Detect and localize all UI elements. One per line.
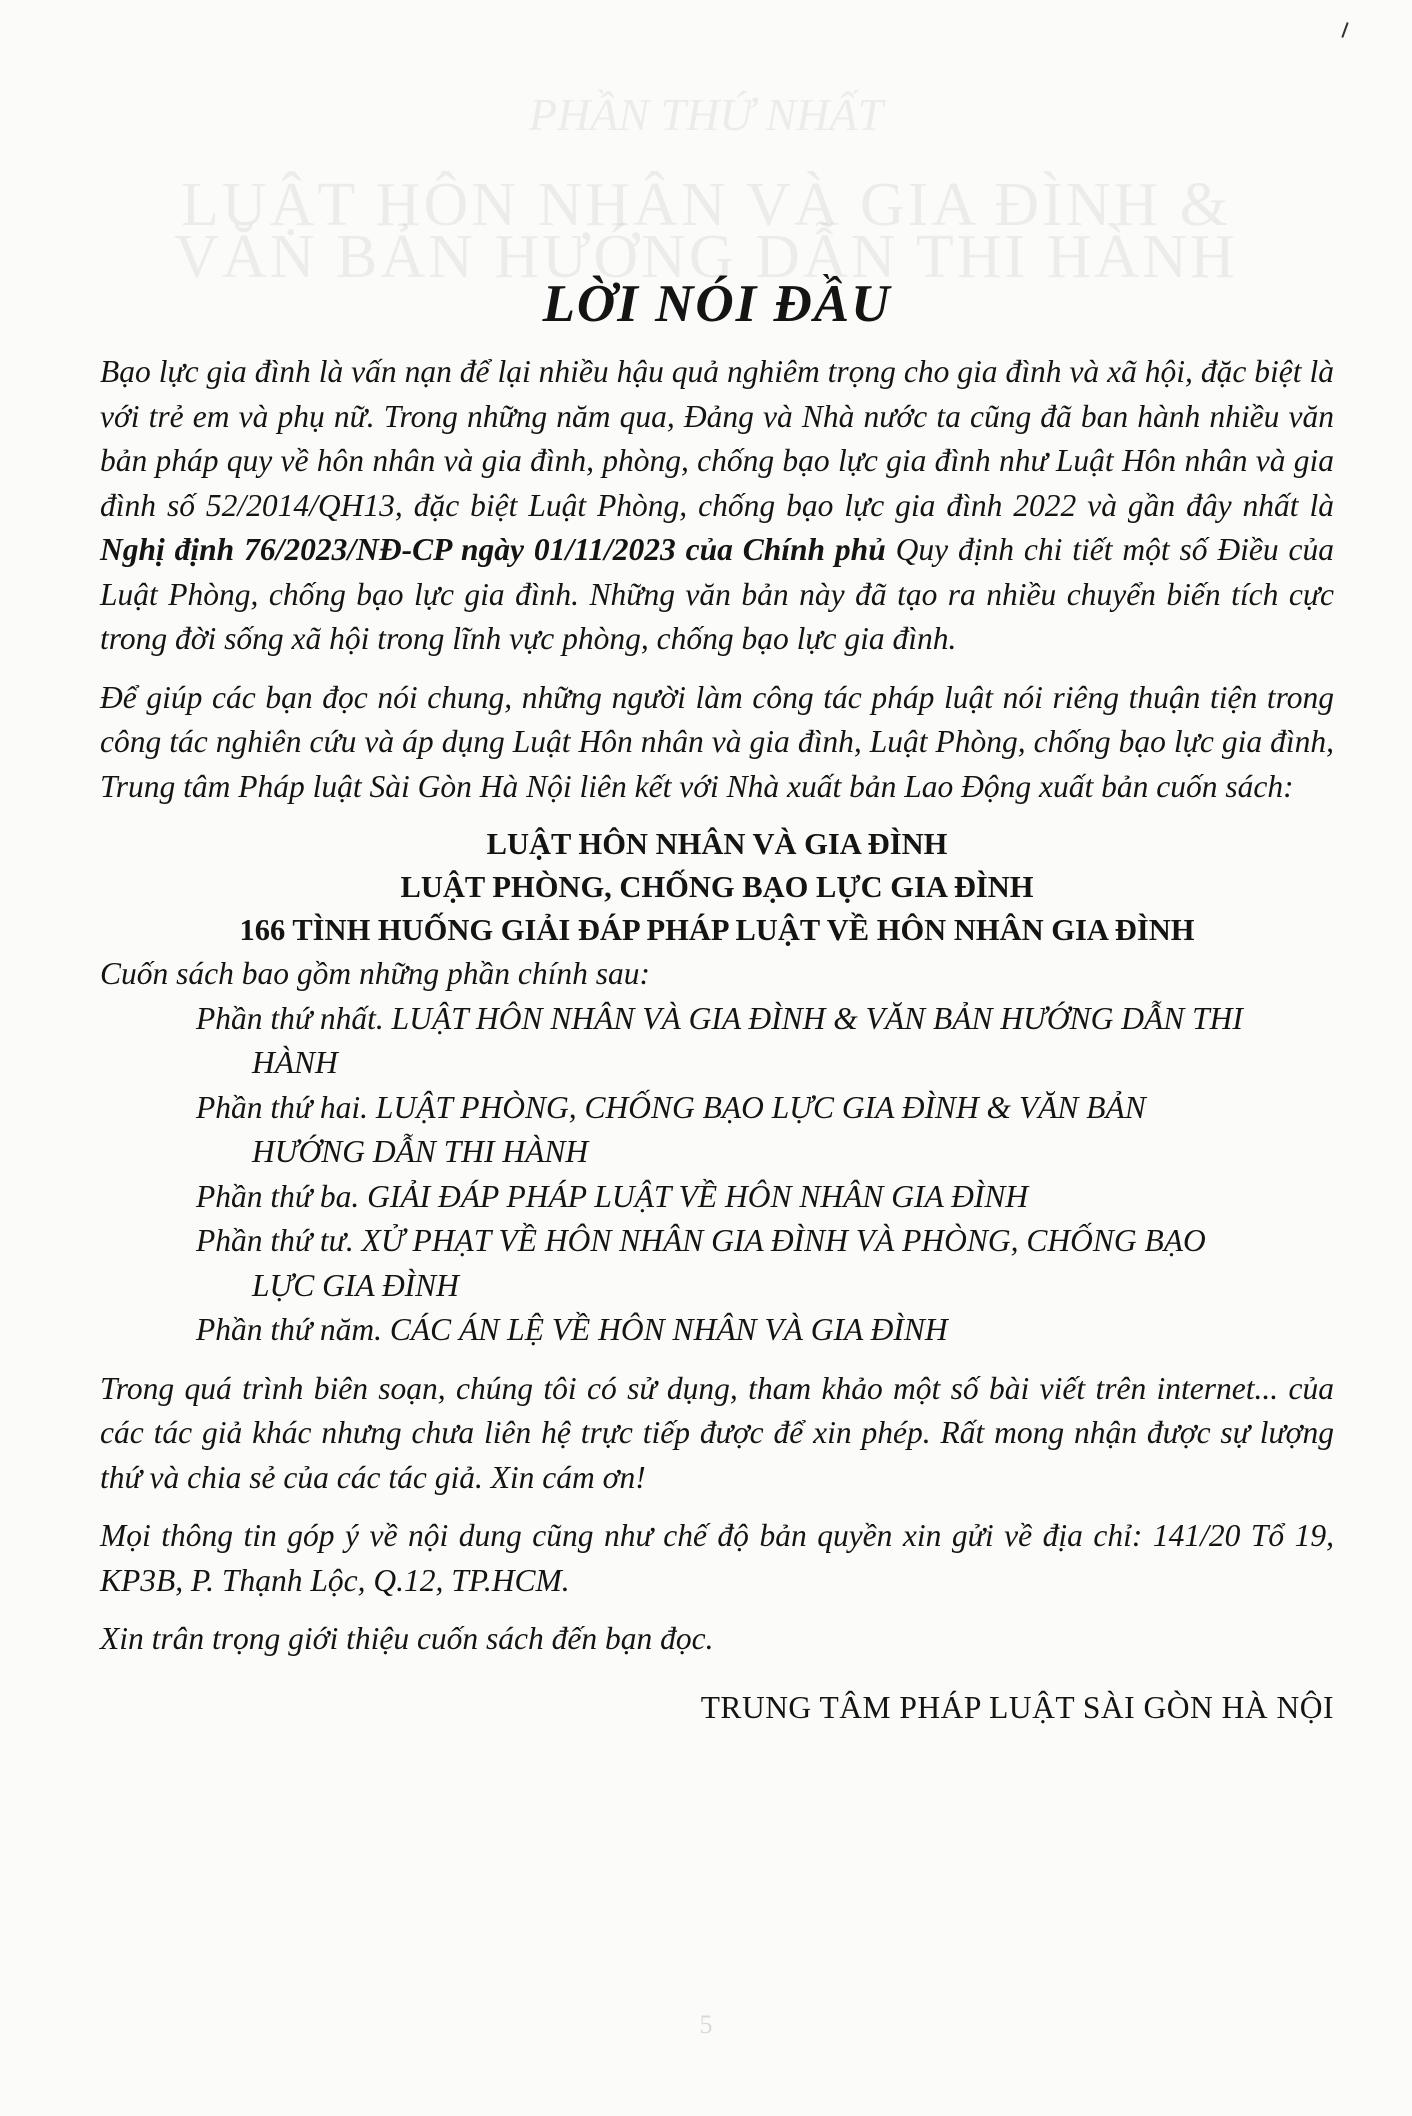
bleed-through-heading: PHẦN THỨ NHẤT — [528, 89, 884, 140]
list-item — [196, 1175, 1334, 1220]
decree-reference: Nghị định 76/2023/NĐ-CP ngày 01/11/2023 của Chính phủ — [100, 532, 886, 567]
intro-text-a: Bạo lực gia đình là vấn nạn để lại nhiều hậu quả nghiêm trọng cho gia đình và xã hội, đặc biệt là với trẻ em và phụ nữ. Trong những năm qua, Đảng và Nhà nước ta cũng đã ban hành nhiều văn bản pháp quy về hôn nhân và gia đình, phòng, chống bạo lực gia đình như Luật Hôn nhân và gia đình số 52/2014/QH13, đặc biệt Luật Phòng, chống bạo lực gia đình 2022 và gần đây nhất là — [100, 354, 1334, 523]
part-title: Phần thứ hai. LUẬT PHÒNG, CHỐNG BẠO LỰC GIA ĐÌNH & VĂN BẢN — [196, 1089, 1146, 1125]
page-title: LỜI NÓI ĐẦU — [542, 275, 892, 333]
part-title: Phần thứ ba. GIẢI ĐÁP PHÁP LUẬT VỀ HÔN NHÂN GIA ĐÌNH — [196, 1178, 1029, 1214]
intro-paragraph — [100, 350, 1334, 662]
list-item — [196, 1086, 1334, 1175]
parts-list — [196, 997, 1334, 1353]
bleed-through-title-2: VĂN BẢN HƯỚNG DẪN THI HÀNH — [174, 223, 1238, 291]
book-title-line: LUẬT HÔN NHÂN VÀ GIA ĐÌNH — [486, 827, 948, 861]
part-title-continued: LỰC GIA ĐÌNH — [252, 1267, 459, 1303]
contact-paragraph: Mọi thông tin góp ý về nội dung cũng như chế độ bản quyền xin gửi về địa chỉ: 141/20 Tổ 19, KP3B, P. Thạnh Lộc, Q.12, TP.HCM. — [100, 1518, 1334, 1598]
signature: TRUNG TÂM PHÁP LUẬT SÀI GÒN HÀ NỘI — [700, 1689, 1334, 1725]
bleed-through-title-1: LUẬT HÔN NHÂN VÀ GIA ĐÌNH & — [181, 171, 1231, 239]
page-number: 5 — [699, 2010, 713, 2039]
part-title: Phần thứ năm. CÁC ÁN LỆ VỀ HÔN NHÂN VÀ GIA ĐÌNH — [196, 1312, 948, 1347]
purpose-paragraph: Để giúp các bạn đọc nói chung, những người làm công tác pháp luật nói riêng thuận tiện trong công tác nghiên cứu và áp dụng Luật Hôn nhân và gia đình, Luật Phòng, chống bạo lực gia đình, Trung tâm Pháp luật Sài Gòn Hà Nội liên kết với Nhà xuất bản Lao Động xuất bản cuốn sách: — [100, 679, 1334, 804]
contents-intro: Cuốn sách bao gồm những phần chính sau: — [100, 956, 651, 991]
document-page — [100, 268, 1334, 1726]
part-title: Phần thứ nhất. LUẬT HÔN NHÂN VÀ GIA ĐÌNH & VĂN BẢN HƯỚNG DẪN THI — [196, 1000, 1243, 1036]
closing-paragraph: Xin trân trọng giới thiệu cuốn sách đến bạn đọc. — [100, 1621, 714, 1656]
list-item — [196, 1219, 1334, 1308]
part-title-continued: HÀNH — [252, 1045, 338, 1080]
part-title-continued: HƯỚNG DẪN THI HÀNH — [252, 1134, 589, 1169]
list-item — [196, 1308, 1334, 1353]
list-item — [196, 997, 1334, 1086]
part-title: Phần thứ tư. XỬ PHẠT VỀ HÔN NHÂN GIA ĐÌNH VÀ PHÒNG, CHỐNG BẠO — [196, 1223, 1206, 1258]
book-title-line: 166 TÌNH HUỐNG GIẢI ĐÁP PHÁP LUẬT VỀ HÔN NHÂN GIA ĐÌNH — [239, 913, 1195, 947]
corner-mark — [1341, 22, 1348, 38]
intro-text-b: Quy định chi tiết một số Điều của Luật Phòng, chống bạo lực gia đình. Những văn bản này đã tạo ra nhiều chuyển biến tích cực trong đời sống xã hội trong lĩnh vực phòng, chống bạo lực gia đình. — [100, 532, 1334, 656]
acknowledgement-paragraph: Trong quá trình biên soạn, chúng tôi có sử dụng, tham khảo một số bài viết trên internet... của các tác giả khác nhưng chưa liên hệ trực tiếp được để xin phép. Rất mong nhận được sự lượng thứ và chia sẻ của các tác giả. Xin cám ơn! — [100, 1370, 1334, 1495]
book-title-line: LUẬT PHÒNG, CHỐNG BẠO LỰC GIA ĐÌNH — [400, 870, 1034, 904]
book-title-block — [100, 823, 1334, 952]
